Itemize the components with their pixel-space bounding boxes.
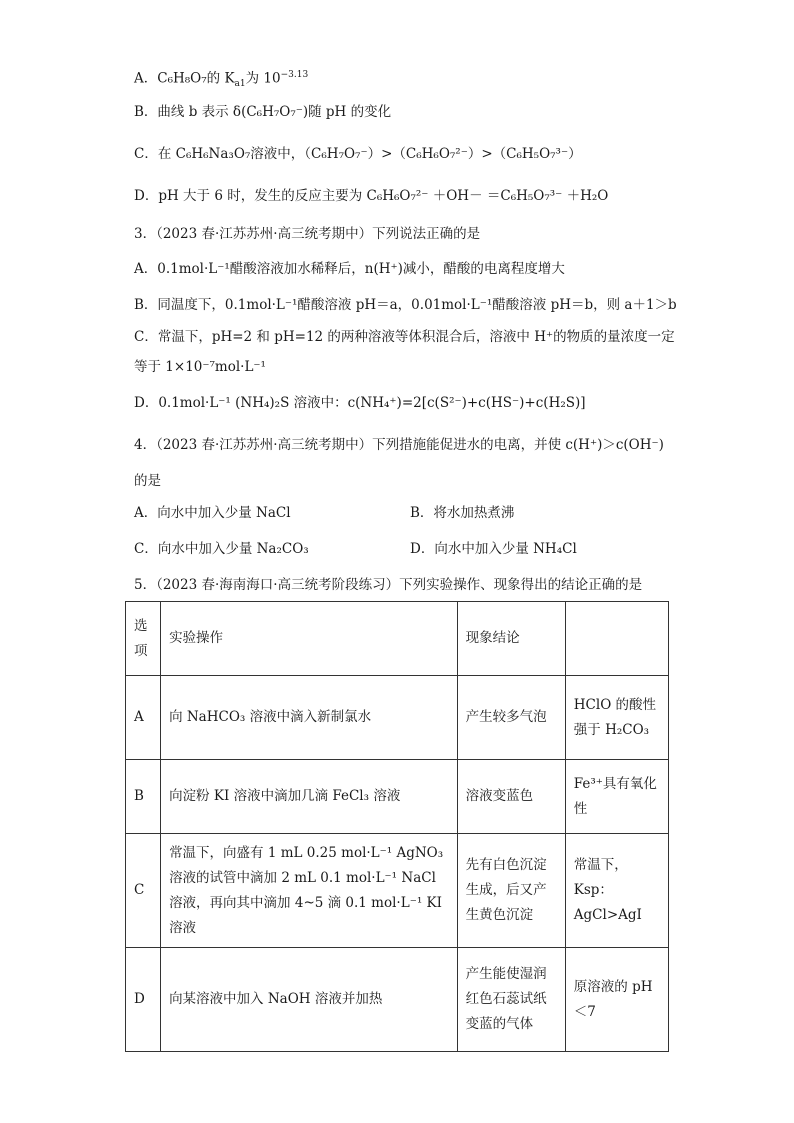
row-phenomenon: 先有白色沉淀生成，后又产生黄色沉淀 [457, 834, 565, 948]
experiment-table [125, 601, 669, 1052]
row-phenomenon: 产生较多气泡 [457, 676, 565, 760]
row-operation: 向 NaHCO₃ 溶液中滴入新制氯水 [161, 676, 458, 760]
q2-option-c: C．在 C₆H₆Na₃O₇溶液中，（C₆H₇O₇⁻）>（C₆H₆O₇²⁻）>（C₆H₅O₇³⁻） [134, 146, 582, 162]
header-operation: 实验操作 [161, 602, 458, 676]
row-conclusion: Fe³⁺具有氧化性 [565, 760, 668, 834]
q4-option-c: C．向水中加入少量 Na₂CO₃ [134, 541, 309, 557]
q3-stem: 3．（2023 春·江苏苏州·高三统考期中）下列说法正确的是 [134, 226, 481, 242]
q4-option-d: D．向水中加入少量 NH₄Cl [410, 541, 577, 557]
table-row [126, 948, 669, 1052]
q4-option-b: B．将水加热煮沸 [410, 505, 515, 521]
q4-stem-line2: 的是 [134, 473, 161, 489]
row-phenomenon: 产生能使湿润红色石蕊试纸变蓝的气体 [457, 948, 565, 1052]
q4-stem-line1: 4．（2023 春·江苏苏州·高三统考期中）下列措施能促进水的电离，并使 c(H⁺)＞c(OH⁻) [134, 437, 664, 453]
header-option: 选项 [126, 602, 161, 676]
table-row [126, 676, 669, 760]
q3-option-b: B．同温度下，0.1mol·L⁻¹醋酸溶液 pH＝a，0.01mol·L⁻¹醋酸溶液 pH＝b，则 a＋1＞b [134, 297, 677, 313]
row-option: C [126, 834, 161, 948]
q2-option-d: D．pH 大于 6 时，发生的反应主要为 C₆H₆O₇²⁻ ＋OH－ ＝C₆H₅O₇³⁻ ＋H₂O [134, 188, 609, 204]
q3-option-c-line2: 等于 1×10⁻⁷mol·L⁻¹ [134, 359, 266, 375]
row-operation: 向某溶液中加入 NaOH 溶液并加热 [161, 948, 458, 1052]
header-conclusion [565, 602, 668, 676]
q3-option-d: D．0.1mol·L⁻¹ (NH₄)₂S 溶液中：c(NH₄⁺)=2[c(S²⁻)+c(HS⁻)+c(H₂S)] [134, 395, 586, 411]
q3-option-a: A．0.1mol·L⁻¹醋酸溶液加水稀释后，n(H⁺)减小，醋酸的电离程度增大 [134, 261, 565, 277]
q4-option-a: A．向水中加入少量 NaCl [134, 505, 291, 521]
row-option: A [126, 676, 161, 760]
row-option: B [126, 760, 161, 834]
row-operation: 向淀粉 KI 溶液中滴加几滴 FeCl₃ 溶液 [161, 760, 458, 834]
row-conclusion: HClO 的酸性强于 H₂CO₃ [565, 676, 668, 760]
table-row [126, 760, 669, 834]
row-conclusion: 常温下，Ksp：AgCl>AgI [565, 834, 668, 948]
q5-stem: 5．（2023 春·海南海口·高三统考阶段练习）下列实验操作、现象得出的结论正确的是 [134, 577, 643, 593]
table-header-row [126, 602, 669, 676]
row-operation: 常温下，向盛有 1 mL 0.25 mol·L⁻¹ AgNO₃ 溶液的试管中滴加 2 mL 0.1 mol·L⁻¹ NaCl 溶液，再向其中滴加 4~5 滴 0.1 mol·L⁻¹ KI 溶液 [161, 834, 458, 948]
header-phenomenon: 现象结论 [457, 602, 565, 676]
q2-option-a: A．C₆H₈O₇的 $K_{a1}$为 $10^{-3.13}$ [134, 70, 309, 90]
q2-option-b: B．曲线 b 表示 δ(C₆H₇O₇⁻)随 pH 的变化 [134, 104, 392, 120]
row-option: D [126, 948, 161, 1052]
q3-option-c-line1: C．常温下，pH=2 和 pH=12 的两种溶液等体积混合后，溶液中 H⁺的物质的量浓度一定 [134, 329, 675, 345]
table-row [126, 834, 669, 948]
row-phenomenon: 溶液变蓝色 [457, 760, 565, 834]
row-conclusion: 原溶液的 pH＜7 [565, 948, 668, 1052]
